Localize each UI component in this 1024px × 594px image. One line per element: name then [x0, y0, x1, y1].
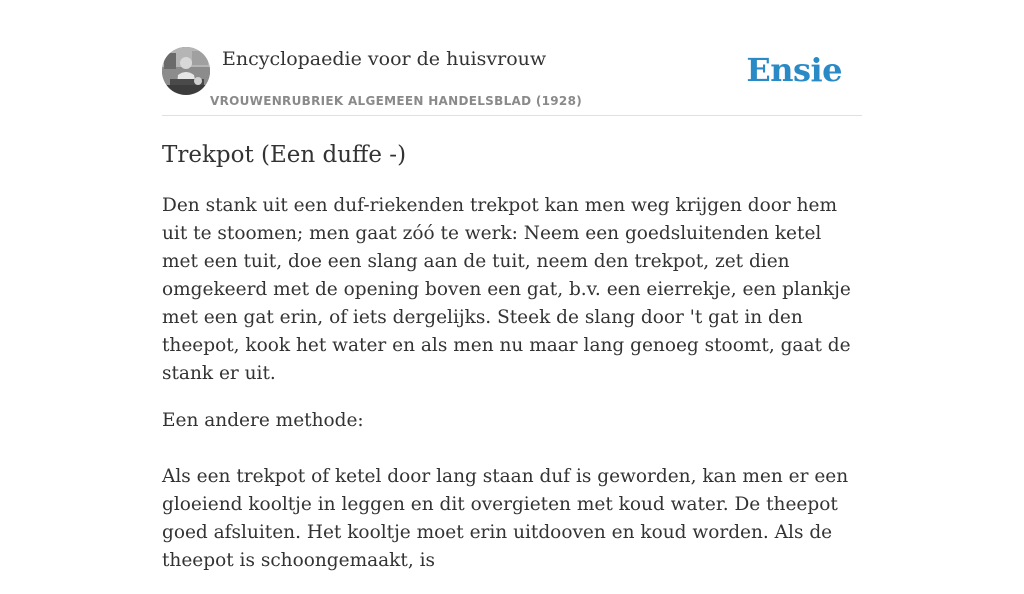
- vintage-photo-avatar-icon: [162, 47, 210, 95]
- source-header: [162, 0, 862, 116]
- brand-logo[interactable]: Ensie: [746, 51, 842, 89]
- source-avatar[interactable]: [162, 47, 210, 95]
- source-title[interactable]: Encyclopaedie voor de huisvrouw: [222, 48, 547, 70]
- page-container: [162, 0, 862, 571]
- entry-title: Trekpot (Een duffe -): [162, 142, 407, 168]
- entry-paragraph: Als een trekpot of ketel door lang staan duf is geworden, kan men er een gloeiend kooltje in leggen en dit overgieten met koud water. De theepot goed afsluiten. Het kooltje moet erin uitdooven en koud worden. Als de theepot is schoongemaakt, is: [162, 466, 849, 571]
- entry-paragraph: Een andere methode:: [162, 410, 364, 431]
- entry-body: [162, 192, 862, 594]
- source-subtitle[interactable]: VROUWENRUBRIEK ALGEMEEN HANDELSBLAD (1928): [210, 94, 583, 108]
- entry-paragraph: Den stank uit een duf-riekenden trekpot kan men weg krijgen door hem uit te stoomen; men gaat zóó te werk: Neem een goedsluitenden ketel met een tuit, doe een slang aan de tuit, neem den trekpot, zet dien omgekeerd met de opening boven een gat, b.v. een eierrekje, een plankje met een gat erin, of iets dergelijks. Steek de slang door 't gat in den theepot, kook het water en als men nu maar lang genoeg stoomt, gaat de stank er uit.: [162, 195, 851, 384]
